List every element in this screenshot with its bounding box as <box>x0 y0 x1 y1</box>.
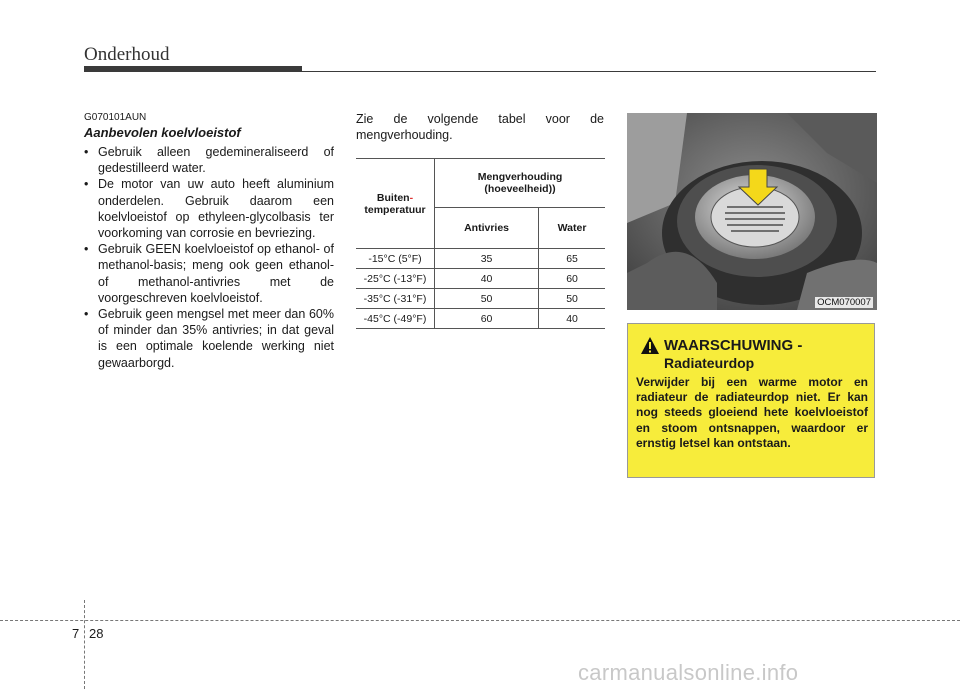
warning-subtitle: Radiateurdop <box>664 355 755 371</box>
antifreeze-cell: 50 <box>435 289 539 309</box>
temp-cell: -25°C (-13°F) <box>356 269 435 289</box>
mix-header-line1: Mengverhouding <box>477 171 563 183</box>
footer-horizontal-rule <box>0 620 960 621</box>
radiator-cap-illustration <box>627 113 877 310</box>
water-cell: 65 <box>539 249 605 269</box>
page-number: 28 <box>89 626 104 641</box>
mix-ratio-header <box>435 159 606 208</box>
table-row <box>356 289 605 309</box>
antifreeze-header: Antivries <box>435 208 539 249</box>
temp-header-part1: Buiten <box>376 191 410 204</box>
radiator-cap-photo <box>627 113 877 310</box>
water-header: Water <box>539 208 605 249</box>
temp-cell: -45°C (-49°F) <box>356 309 435 329</box>
table-row <box>356 249 605 269</box>
table-row <box>356 309 605 329</box>
water-cell: 60 <box>539 269 605 289</box>
temp-cell: -15°C (5°F) <box>356 249 435 269</box>
warning-title: WAARSCHUWING - <box>664 337 803 354</box>
mix-header-line2: (hoeveelheid)) <box>484 183 556 195</box>
header-rule <box>302 71 876 72</box>
warning-triangle-icon <box>640 336 660 356</box>
bullet-item: • Gebruik alleen gedemineraliseerd of gedestilleerd water. <box>84 144 334 176</box>
table-intro-text: Zie de volgende tabel voor de mengverhouding. <box>356 112 604 142</box>
antifreeze-cell: 40 <box>435 269 539 289</box>
antifreeze-cell: 35 <box>435 249 539 269</box>
outside-temperature-header <box>356 159 435 249</box>
temp-header-part2: temperatuur <box>364 203 426 216</box>
page-header-title: Onderhoud <box>84 44 170 65</box>
temp-cell: -35°C (-31°F) <box>356 289 435 309</box>
table-row <box>356 269 605 289</box>
mixing-ratio-table <box>356 158 605 329</box>
antifreeze-cell: 60 <box>435 309 539 329</box>
water-cell: 40 <box>539 309 605 329</box>
section-code: G070101AUN <box>84 112 147 123</box>
section-subheading: Aanbevolen koelvloeistof <box>84 125 241 140</box>
header-bar <box>84 66 302 72</box>
bullet-item: • Gebruik geen mengsel met meer dan 60% of minder dan 35% antivries; in dat geval is een optimale koelende werking niet gewaarborgd. <box>84 306 334 371</box>
warning-box <box>627 323 875 478</box>
temp-header-dash: - <box>409 191 414 204</box>
site-watermark: carmanualsonline.info <box>578 660 799 685</box>
warning-body: Verwijder bij een warme motor en radiateur de radiateurdop niet. Er kan nog steeds gloeiend hete koelvloeistof en stoom ontsnappen, waardoor er ernstig letsel kan ontstaan. <box>636 375 868 450</box>
footer-vertical-rule <box>84 600 85 689</box>
bullet-item: • De motor van uw auto heeft aluminium onderdelen. Gebruik daarom een koelvloeistof op ethyleen-glycolbasis ter voorkoming van corrosie en bevriezing. <box>84 176 334 241</box>
chapter-number: 7 <box>72 626 80 641</box>
bullet-item: • Gebruik GEEN koelvloeistof op ethanol- of methanol-basis; meng ook geen ethanol- of methanol-antivries met de voorgeschreven koelvloeistof. <box>84 241 334 306</box>
photo-reference-code: OCM070007 <box>817 297 871 308</box>
water-cell: 50 <box>539 289 605 309</box>
coolant-bullet-list <box>84 144 334 371</box>
